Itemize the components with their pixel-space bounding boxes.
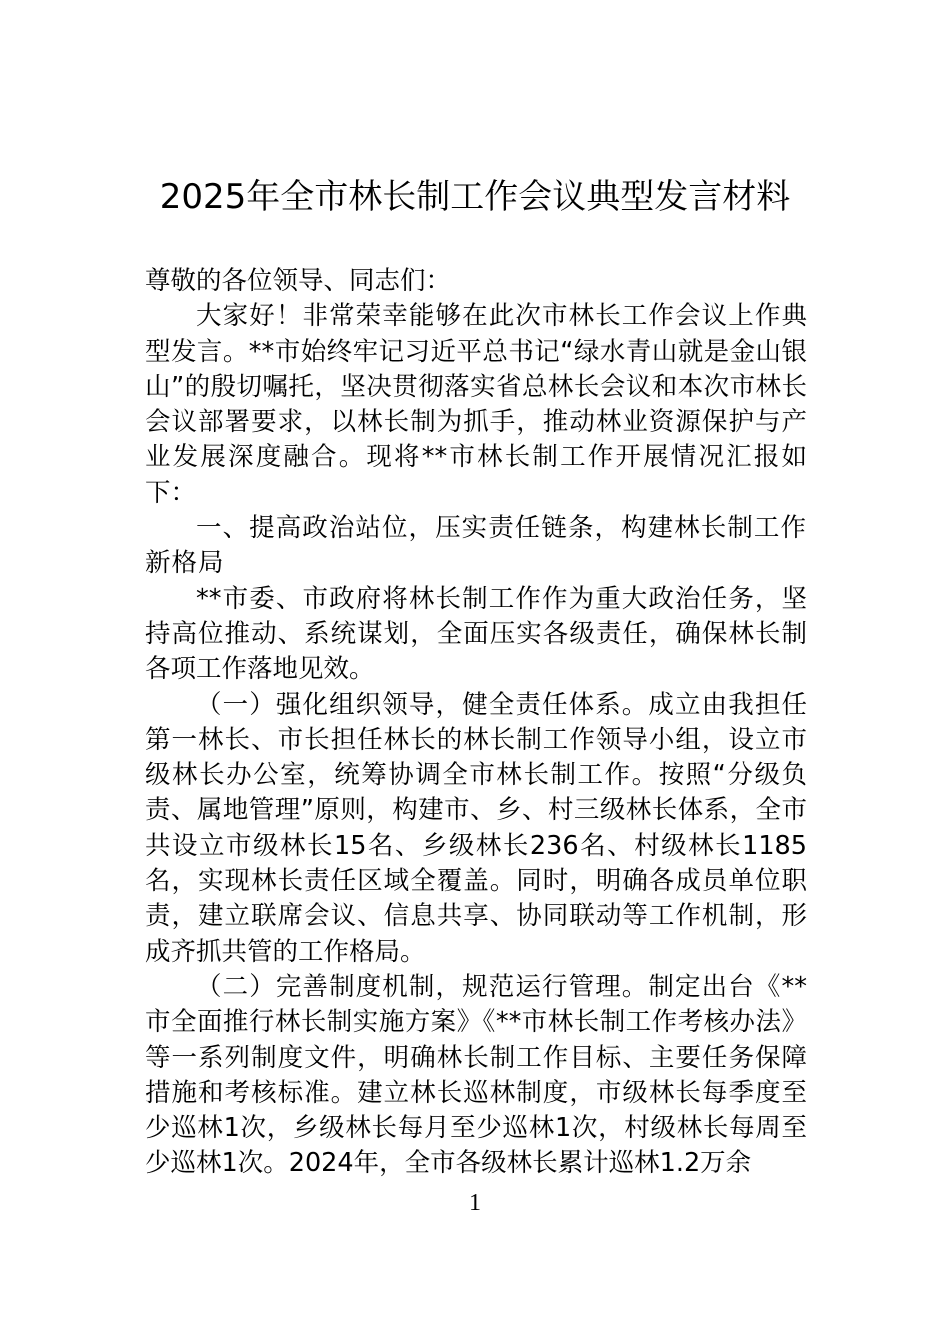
document-body (145, 264, 807, 1182)
paragraph-subsection-2: （二）完善制度机制，规范运行管理。制定出台《**市全面推行林长制实施方案》《**市林长制工作考核办法》等一系列制度文件，明确林长制工作目标、主要任务保障措施和考核标准。建立林长巡林制度，市级林长每季度至少巡林1次，乡级林长每月至少巡林1次，村级林长每周至少巡林1次。2024年，全市各级林长累计巡林1.2万余 (145, 971, 807, 1179)
paragraph-opening: 大家好！非常荣幸能够在此次市林长工作会议上作典型发言。**市始终牢记习近平总书记“绿水青山就是金山银山”的殷切嘱托，坚决贯彻落实省总林长会议和本次市林长会议部署要求，以林长制为抓手，推动林业资源保护与产业发展深度融合。现将**市林长制工作开展情况汇报如下： (145, 301, 807, 508)
page-number: 1 (469, 1190, 481, 1216)
paragraph-section-intro: **市委、市政府将林长制工作作为重大政治任务，坚持高位推动、系统谋划，全面压实各级责任，确保林长制各项工作落地见效。 (145, 583, 807, 685)
section-heading-1: 一、提高政治站位，压实责任链条，构建林长制工作新格局 (145, 513, 807, 579)
paragraph-subsection-1: （一）强化组织领导，健全责任体系。成立由我担任第一林长、市长担任林长的林长制工作领导小组，设立市级林长办公室，统筹协调全市林长制工作。按照“分级负责、属地管理”原则，构建市、乡、村三级林长体系，全市共设立市级林长15名、乡级林长236名、村级林长1185名，实现林长责任区域全覆盖。同时，明确各成员单位职责，建立联席会议、信息共享、协同联动等工作机制，形成齐抓共管的工作格局。 (145, 689, 807, 967)
document-title: 2025年全市林长制工作会议典型发言材料 (159, 177, 791, 217)
salutation: 尊敬的各位领导、同志们： (145, 266, 452, 296)
